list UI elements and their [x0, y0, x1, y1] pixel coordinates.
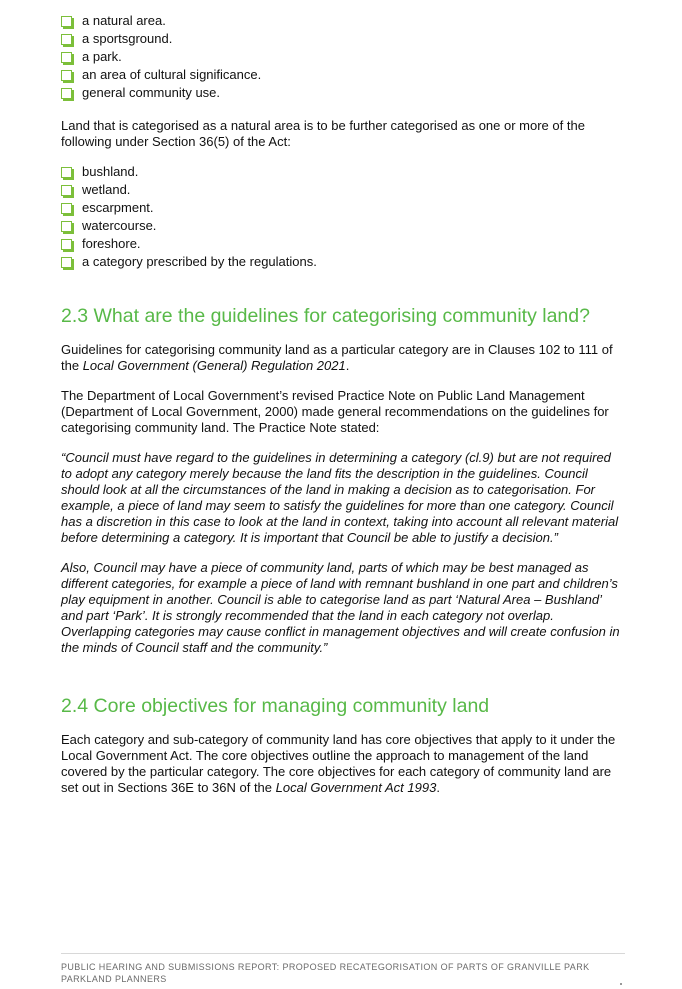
- footer-mark: [620, 983, 622, 985]
- natural-area-intro: Land that is categorised as a natural area is to be further categorised as one or more of the following under Section 36(5) of the Act:: [61, 118, 585, 149]
- checkbox-bullet-icon: [61, 52, 72, 63]
- checkbox-bullet-icon: [61, 70, 72, 81]
- section-heading-2-4: 2.4 Core objectives for managing community land: [61, 695, 490, 717]
- list-item: a natural area.: [61, 12, 621, 30]
- list-item: a category prescribed by the regulations.: [61, 253, 621, 271]
- list-item: bushland.: [61, 163, 621, 181]
- footer-author: PARKLAND PLANNERS: [61, 974, 167, 984]
- guidelines-paragraph: Guidelines for categorising community land as a particular category are in Clauses 102 to 111 of the Local Government (General) Regulation 2021.: [61, 342, 613, 373]
- checkbox-bullet-icon: [61, 203, 72, 214]
- checkbox-bullet-icon: [61, 16, 72, 27]
- page-footer: [61, 953, 625, 985]
- checkbox-bullet-icon: [61, 257, 72, 268]
- practice-note-quote-1: “Council must have regard to the guidelines in determining a category (cl.9) but are not required to adopt any category merely because the land fits the description in the guidelines. Council should look at all the circumstances of the land in making a decision as to categorisation. For example, a piece of land may seem to satisfy the guidelines for more than one category. Council has a discretion in this case to look at the land in context, taking into account all relevant material before determining a category. It is important that Council be able to justify a decision.”: [61, 450, 619, 545]
- checkbox-bullet-icon: [61, 34, 72, 45]
- practice-note-paragraph: The Department of Local Government’s revised Practice Note on Public Land Management (Department of Local Government, 2000) made general recommendations on the guidelines for categorising community land. The Practice Note stated:: [61, 388, 609, 435]
- list-item: an area of cultural significance.: [61, 66, 621, 84]
- list-item: a park.: [61, 48, 621, 66]
- section-heading-2-3: 2.3 What are the guidelines for categorising community land?: [61, 305, 590, 327]
- list-item: wetland.: [61, 181, 621, 199]
- checkbox-bullet-icon: [61, 185, 72, 196]
- list-item: watercourse.: [61, 217, 621, 235]
- checkbox-bullet-icon: [61, 239, 72, 250]
- natural-area-category-list: [61, 163, 621, 271]
- list-item: a sportsground.: [61, 30, 621, 48]
- list-item: general community use.: [61, 84, 621, 102]
- checkbox-bullet-icon: [61, 167, 72, 178]
- list-item: escarpment.: [61, 199, 621, 217]
- checkbox-bullet-icon: [61, 88, 72, 99]
- checkbox-bullet-icon: [61, 221, 72, 232]
- document-page: [61, 12, 621, 796]
- footer-report-title: PUBLIC HEARING AND SUBMISSIONS REPORT: PROPOSED RECATEGORISATION OF PARTS OF GRANVILLE PARK: [61, 962, 590, 972]
- land-category-list: [61, 12, 621, 102]
- core-objectives-paragraph: Each category and sub-category of community land has core objectives that apply to it under the Local Government Act. The core objectives outline the approach to management of the land covered by the particular category. The core objectives for each category of community land are set out in Sections 36E to 36N of the Local Government Act 1993.: [61, 732, 616, 795]
- list-item: foreshore.: [61, 235, 621, 253]
- practice-note-quote-2: Also, Council may have a piece of community land, parts of which may be best managed as different categories, for example a piece of land with remnant bushland in one part and children’s play equipment in another. Council is able to categorise land as part ‘Natural Area – Bushland’ and part ‘Park’. It is strongly recommended that the land in each category not overlap. Overlapping categories may cause conflict in management objectives and will create confusion in the minds of Council staff and the community.”: [61, 560, 620, 655]
